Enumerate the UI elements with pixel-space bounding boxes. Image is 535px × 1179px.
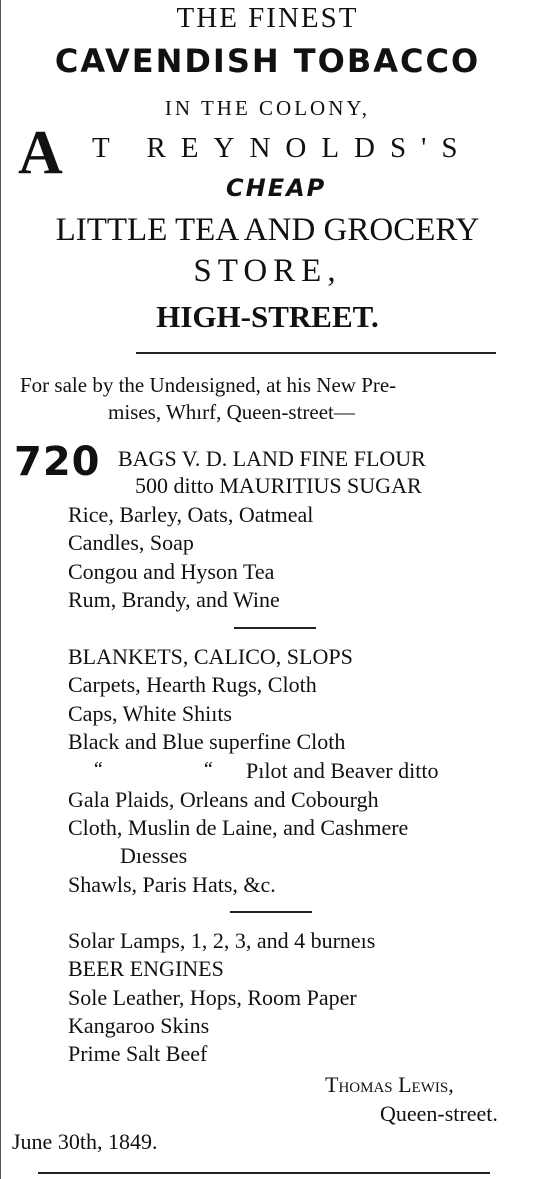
item-candles: Candles, Soap [68, 530, 194, 555]
header-line-reynolds: T REYNOLDS'S [92, 132, 473, 164]
item-salt-beef: Prime Salt Beef [68, 1041, 208, 1066]
header-line-store: STORE, [193, 253, 342, 289]
item-solar-lamps: Solar Lamps, 1, 2, 3, and 4 burneıs [68, 928, 376, 953]
item-sugar: 500 ditto MAURITIUS SUGAR [135, 473, 422, 498]
date-line: June 30th, 1849. [12, 1129, 158, 1154]
column-left-border [0, 0, 1, 1179]
header-line-high-street: HIGH-STREET. [156, 299, 379, 334]
item-flour: BAGS V. D. LAND FINE FLOUR [118, 446, 426, 471]
divider-rule-1 [234, 627, 316, 629]
item-rum: Rum, Brandy, and Wine [68, 587, 280, 612]
item-black-blue-cloth: Black and Blue superfine Cloth [68, 729, 346, 754]
ditto-mark-1: “ [92, 758, 104, 780]
signature-name: Thomas Lewis, [325, 1072, 454, 1097]
item-kangaroo-skins: Kangaroo Skins [68, 1013, 210, 1038]
item-shawls: Shawls, Paris Hats, &c. [68, 872, 276, 897]
header-line-colony: IN THE COLONY, [164, 96, 371, 120]
big-number-720: 720 [14, 439, 101, 485]
item-dresses: Dıesses [120, 843, 188, 868]
item-carpets: Carpets, Hearth Rugs, Cloth [68, 672, 317, 697]
item-gala-plaids: Gala Plaids, Orleans and Cobourgh [68, 787, 379, 812]
item-sole-leather: Sole Leather, Hops, Room Paper [68, 985, 357, 1010]
signature-address: Queen-street. [380, 1101, 498, 1126]
item-beer-engines: BEER ENGINES [68, 956, 224, 981]
intro-line-2: mises, Whırf, Queen-street— [108, 400, 355, 424]
item-pilot-beaver: Pılot and Beaver ditto [246, 758, 439, 783]
intro-line-1: For sale by the Undeısigned, at his New Pre- [20, 373, 397, 397]
header-line-cavendish: CAVENDISH TOBACCO [54, 42, 481, 80]
drop-cap-a: A [18, 119, 63, 187]
item-blankets: BLANKETS, CALICO, SLOPS [68, 644, 353, 669]
header-line-cheap: CHEAP [226, 174, 327, 202]
item-tea: Congou and Hyson Tea [68, 559, 275, 584]
divider-rule-top [136, 352, 496, 354]
ditto-mark-2: “ [202, 758, 214, 780]
item-cloth-muslin: Cloth, Muslin de Laine, and Cashmere [68, 815, 409, 840]
item-rice: Rice, Barley, Oats, Oatmeal [68, 502, 314, 527]
header-line-finest: THE FINEST [176, 2, 359, 34]
item-caps: Caps, White Shiıts [68, 701, 232, 726]
divider-rule-bottom [38, 1172, 490, 1174]
header-line-little-tea: LITTLE TEA AND GROCERY [55, 212, 480, 248]
divider-rule-2 [230, 911, 312, 913]
